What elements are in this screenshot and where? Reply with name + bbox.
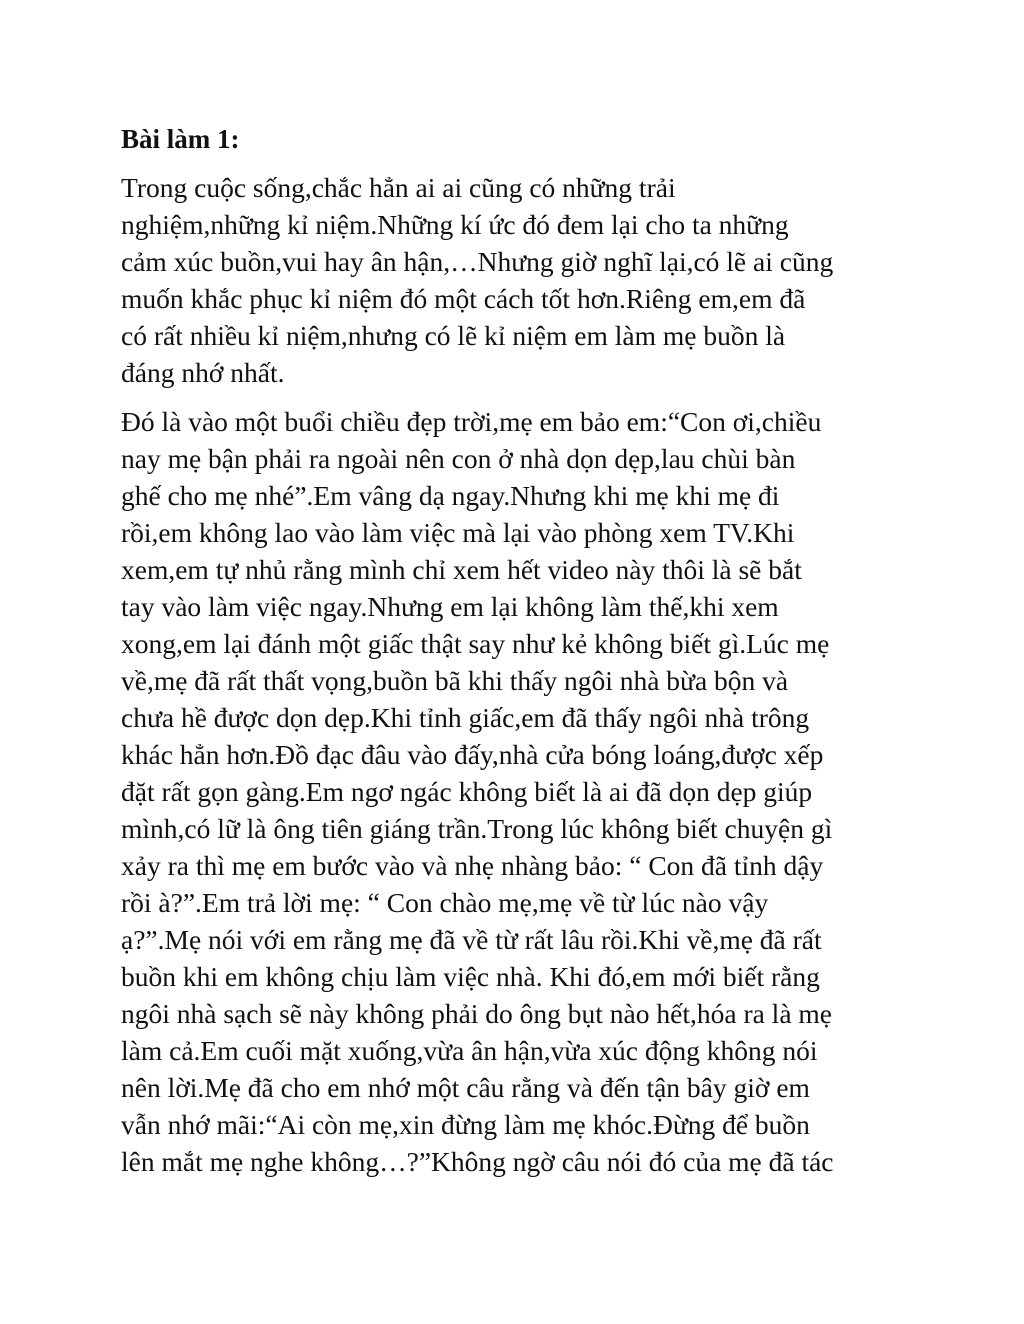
paragraph-story: Đó là vào một buổi chiều đẹp trời,mẹ em bảo em:“Con ơi,chiều nay mẹ bận phải ra ngoài nên con ở nhà dọn dẹp,lau chùi bàn ghế cho mẹ nhé”.Em vâng dạ ngay.Nhưng khi mẹ khi mẹ đi rồi,em không lao vào làm việc mà lại vào phòng xem TV.Khi xem,em tự nhủ rằng mình chỉ xem hết video này thôi là sẽ bắt tay vào làm việc ngay.Nhưng em lại không làm thế,khi xem xong,em lại đánh một giấc thật say như kẻ không biết gì.Lúc mẹ về,mẹ đã rất thất vọng,buồn bã khi thấy ngôi nhà bừa bộn và chưa hề được dọn dẹp.Khi tỉnh giấc,em đã thấy ngôi nhà trông khác hẳn hơn.Đồ đạc đâu vào đấy,nhà cửa bóng loáng,được xếp đặt rất gọn gàng.Em ngơ ngác không biết là ai đã dọn dẹp giúp mình,có lữ là ông tiên giáng trần.Trong lúc không biết chuyện gì xảy ra thì mẹ em bước vào và nhẹ nhàng bảo: “ Con đã tỉnh dậy rồi à?”.Em trả lời mẹ: “ Con chào mẹ,mẹ về từ lúc nào vậy ạ?”.Mẹ nói với em rằng mẹ đã về từ rất lâu rồi.Khi về,mẹ đã rất buồn khi em không chịu làm việc nhà. Khi đó,em mới biết rằng ngôi nhà sạch sẽ này không phải do ông bụt nào hết,hóa ra là mẹ làm cả.Em cuối mặt xuống,vừa ân hận,vừa xúc động không nói nên lời.Mẹ đã cho em nhớ một câu rằng và đến tận bây giờ em vẫn nhớ mãi:“Ai còn mẹ,xin đừng làm mẹ khóc.Đừng để buồn lên mắt mẹ nghe không…?”Không ngờ câu nói đó của mẹ đã tác <box>121 406 834 1177</box>
paragraph-intro: Trong cuộc sống,chắc hẳn ai ai cũng có những trải nghiệm,những kỉ niệm.Những kí ức đó đem lại cho ta những cảm xúc buồn,vui hay ân hận,…Nhưng giờ nghĩ lại,có lẽ ai cũng muốn khắc phục kỉ niệm đó một cách tốt hơn.Riêng em,em đã có rất nhiều kỉ niệm,nhưng có lẽ kỉ niệm em làm mẹ buồn là đáng nhớ nhất. <box>121 172 834 388</box>
document-body <box>121 119 911 1192</box>
essay-heading: Bài làm 1: <box>121 124 240 154</box>
